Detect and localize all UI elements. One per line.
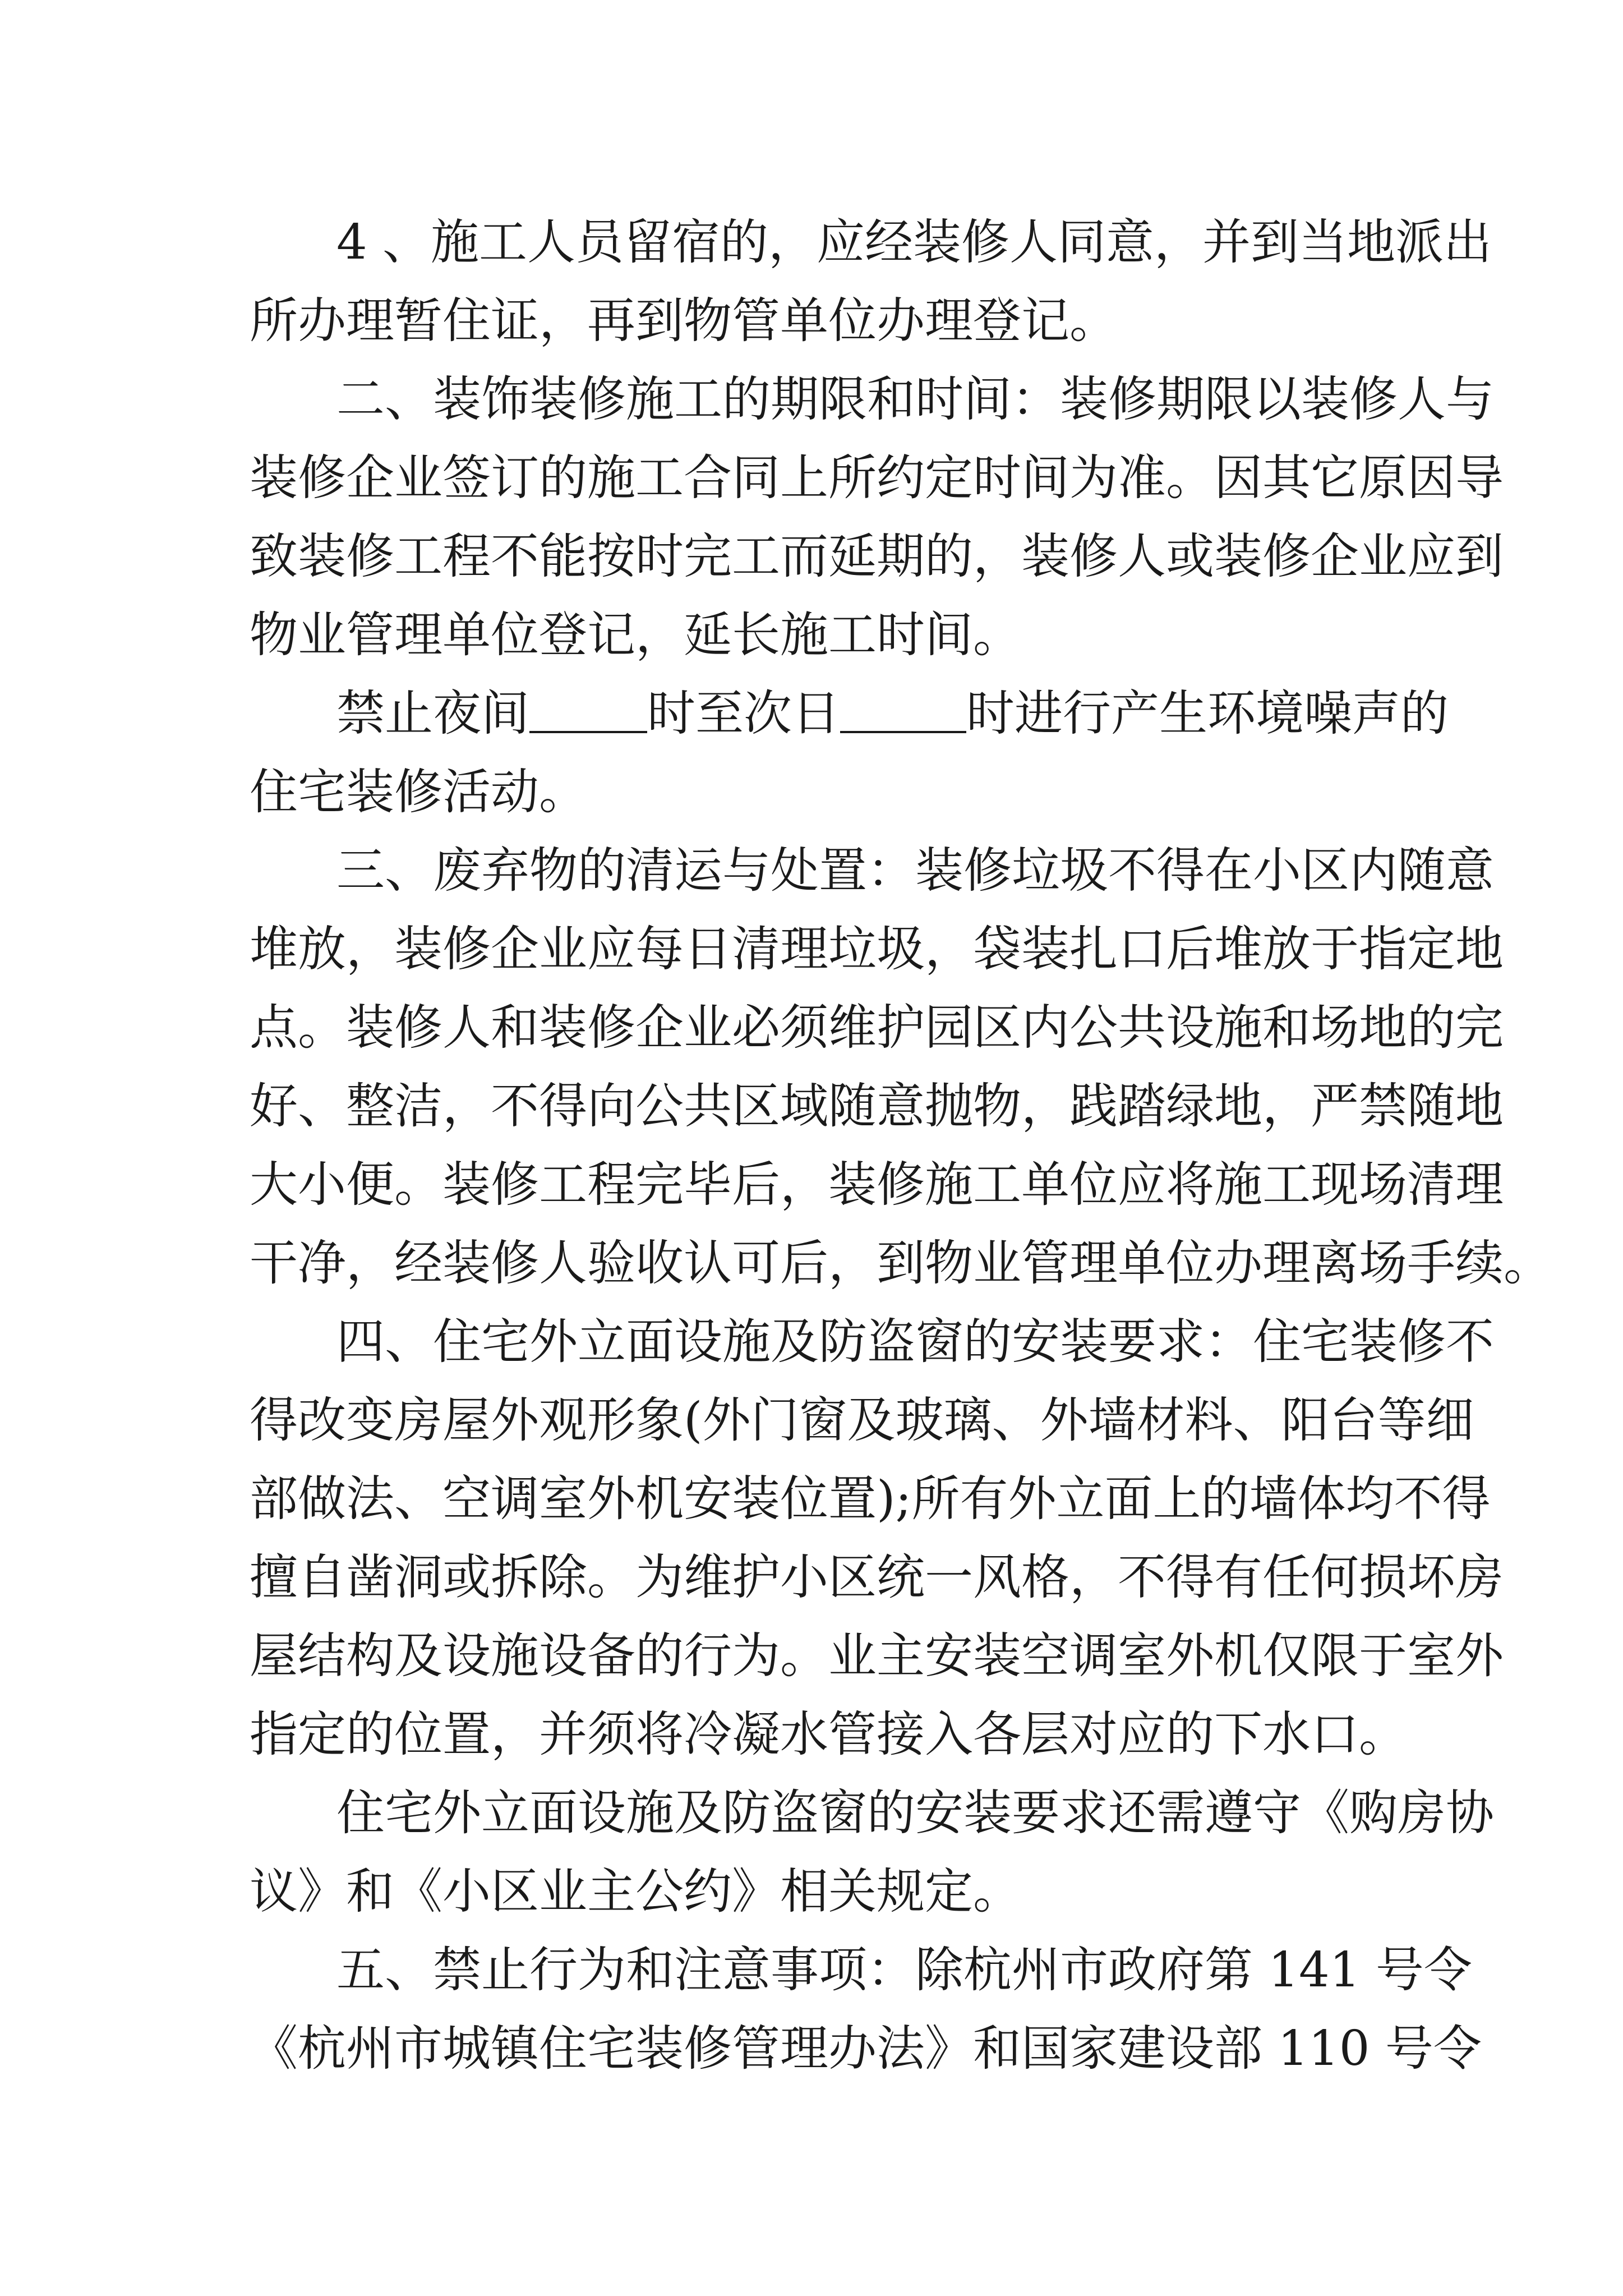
paragraph-line: 五、禁止行为和注意事项：除杭州市政府第 141 号令: [336, 1942, 1472, 1998]
paragraph-line: 部做法、空调室外机安装位置);所有外立面上的墙体均不得: [250, 1471, 1491, 1527]
paragraph-line: 指定的位置，并须将冷凝水管接入各层对应的下水口。: [250, 1706, 1407, 1763]
paragraph-line: 屋结构及设施设备的行为。业主安装空调室外机仅限于室外: [250, 1628, 1504, 1684]
paragraph-line: 堆放，装修企业应每日清理垃圾，袋装扎口后堆放于指定地: [250, 921, 1504, 977]
paragraph-line: 二、装饰装修施工的期限和时间：装修期限以装修人与: [336, 371, 1494, 427]
paragraph-line: 三、废弃物的清运与处置：装修垃圾不得在小区内随意: [336, 843, 1494, 899]
blank-end-hour-field[interactable]: [840, 683, 966, 733]
noise-text-part2: 时至次日: [647, 685, 840, 742]
paragraph-line: 四、住宅外立面设施及防盗窗的安装要求：住宅装修不: [336, 1314, 1494, 1370]
paragraph-line: 《杭州市城镇住宅装修管理办法》和国家建设部 110 号令: [250, 2021, 1482, 2077]
paragraph-line: 议》和《小区业主公约》相关规定。: [250, 1864, 1021, 1920]
paragraph-line: 所办理暂住证，再到物管单位办理登记。: [250, 293, 1118, 349]
paragraph-line: 住宅外立面设施及防盗窗的安装要求还需遵守《购房协: [336, 1785, 1494, 1841]
noise-text-part1: 禁止夜间: [336, 685, 529, 742]
paragraph-line: 擅自凿洞或拆除。为维护小区统一风格，不得有任何损坏房: [250, 1549, 1504, 1605]
paragraph-line: 装修企业签订的施工合同上所约定时间为准。因其它原因导: [250, 450, 1504, 506]
paragraph-line: 4 、施工人员留宿的，应经装修人同意，并到当地派出: [336, 214, 1492, 270]
paragraph-line: 干净，经装修人验收认可后，到物业管理单位办理离场手续。: [250, 1235, 1552, 1291]
noise-time-line: [336, 674, 1449, 753]
paragraph-line: 点。装修人和装修企业必须维护园区内公共设施和场地的完: [250, 1000, 1504, 1056]
paragraph-line: 致装修工程不能按时完工而延期的，装修人或装修企业应到: [250, 528, 1504, 585]
noise-text-part3: 时进行产生环境噪声的: [966, 685, 1449, 742]
paragraph-line: 大小便。装修工程完毕后，装修施工单位应将施工现场清理: [250, 1157, 1504, 1213]
paragraph-line: 得改变房屋外观形象(外门窗及玻璃、外墙材料、阳台等细: [250, 1392, 1474, 1448]
paragraph-line: 住宅装修活动。: [250, 764, 587, 820]
paragraph-line: 物业管理单位登记，延长施工时间。: [250, 607, 1021, 663]
paragraph-line: 好、整洁，不得向公共区域随意抛物，践踏绿地，严禁随地: [250, 1078, 1504, 1134]
blank-start-hour-field[interactable]: [529, 683, 647, 733]
